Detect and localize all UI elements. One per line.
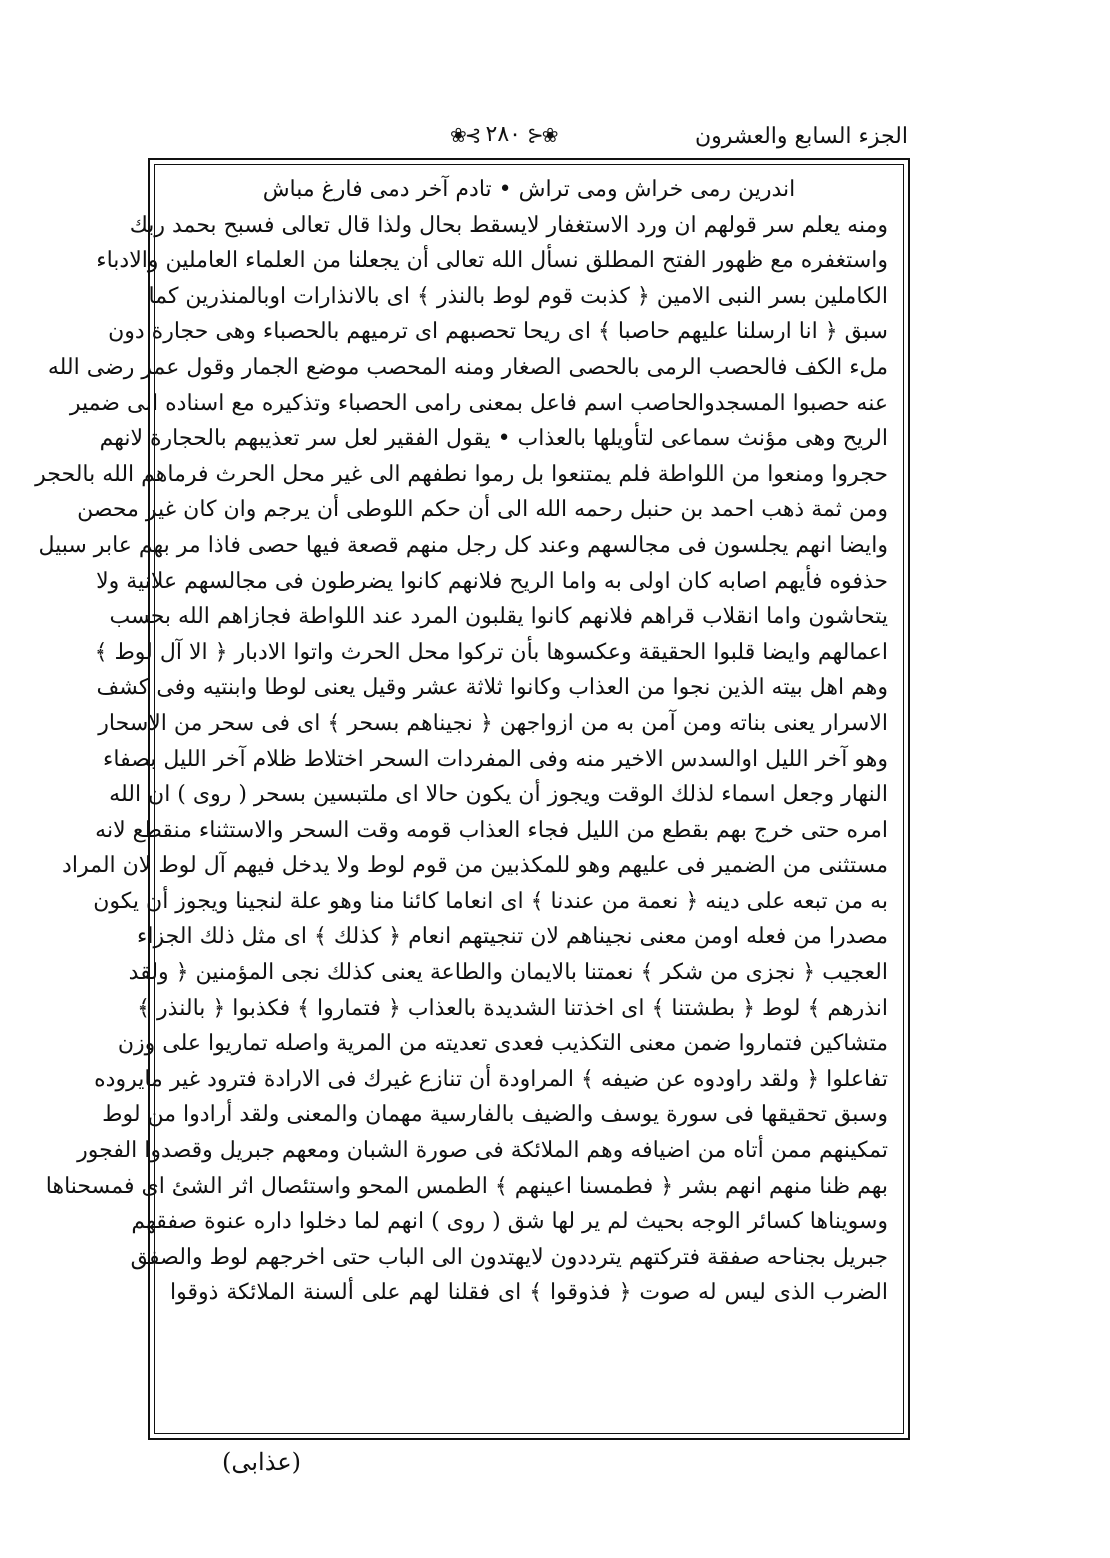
text-line: حذفوه فأيهم اصابه كان اولى به واما الريح فلانهم كانوا يضرطون فى مجالسهم علانية ولا <box>96 568 888 594</box>
ornament-right-icon: ⊱❀ <box>526 122 557 147</box>
text-line: الريح وهى مؤنث سماعى لتأويلها بالعذاب • يقول الفقير لعل سر تعذيبهم بالحجارة لانهم <box>99 426 888 452</box>
text-line: مستثنى من الضمير فى عليهم وهو للمكذبين من قوم لوط ولا يدخل فيهم آل لوط لان المراد <box>62 853 888 879</box>
text-line: جبريل بجناحه صفقة فتركتهم يترددون لايهتدون الى الباب حتى اخرجهم لوط والصفق <box>130 1244 888 1270</box>
text-line: الضرب الذى ليس له صوت ﴿ فذوقوا ﴾ اى فقلنا لهم على ألسنة الملائكة ذوقوا <box>170 1280 888 1306</box>
ornament-left-icon: ❀⊰ <box>450 122 480 147</box>
text-line: وسويناها كسائر الوجه بحيث لم ير لها شق ( روى ) انهم لما دخلوا داره عنوة صفقهم <box>131 1209 888 1235</box>
text-line: واستغفره مع ظهور الفتح المطلق نسأل الله تعالى أن يجعلنا من العلماء العاملين والادباء <box>96 248 888 274</box>
text-line: وهو آخر الليل اوالسدس الاخير منه وفى المفردات السحر اختلاط ظلام آخر الليل بصفاء <box>103 746 888 772</box>
text-line: يتحاشون واما انقلاب قراهم فلانهم كانوا يقلبون المرد عند اللواطة فجازاهم الله بحسب <box>109 604 888 630</box>
text-line: مصدرا من فعله اومن معنى نجيناهم لان تنجيتهم انعام ﴿ كذلك ﴾ اى مثل ذلك الجزاء <box>137 924 888 950</box>
text-line: سبق ﴿ انا ارسلنا عليهم حاصبا ﴾ اى ريحا تحصبهم اى ترميهم بالحصباء وهى حجارة دون <box>108 319 888 345</box>
text-line: وايضا انهم يجلسون فى مجالسهم وعند كل رجل منهم قصعة فيها حصى فاذا مر بهم عابر سبيل <box>38 532 888 558</box>
text-line: النهار وجعل اسماء لذلك الوقت ويجوز أن يكون حالا اى ملتبسين بسحر ( روى ) ان الله <box>109 782 888 808</box>
text-line: امره حتى خرج بهم بقطع من الليل فجاء العذاب قومه وقت السحر والاستثناء منقطع لانه <box>95 817 888 843</box>
text-line <box>170 1311 888 1347</box>
text-line: به من تبعه على دينه ﴿ نعمة من عندنا ﴾ اى انعاما كائنا منا وهو علة لنجينا ويجوز أن يكون <box>93 888 888 914</box>
text-line: الكاملين بسر النبى الامين ﴿ كذبت قوم لوط بالنذر ﴾ اى بالانذارات اوبالمنذرين كما <box>148 283 888 309</box>
text-line: حجروا ومنعوا من اللواطة فلم يمتنعوا بل رموا نطفهم الى غير محل الحرث فرماهم الله بالحجر <box>35 461 888 487</box>
text-line: عنه حصبوا المسجدوالحاصب اسم فاعل بمعنى رامى الحصباء وتذكيره مع اسناده الى ضمير <box>69 390 888 416</box>
text-line: تفاعلوا ﴿ ولقد راودوه عن ضيفه ﴾ المراودة أن تنازع غيرك فى الارادة فترود غير مايروده <box>94 1066 888 1092</box>
text-line: انذرهم ﴾ لوط ﴿ بطشتنا ﴾ اى اخذتنا الشديدة بالعذاب ﴿ فتماروا ﴾ فكذبوا ﴿ بالنذر ﴾ <box>137 995 888 1021</box>
page-header <box>160 118 908 158</box>
text-line: وسبق تحقيقها فى سورة يوسف والضيف بالفارسية مهمان والمعنى ولقد أرادوا من لوط <box>102 1102 888 1128</box>
text-line: وهم اهل بيته الذين نجوا من العذاب وكانوا ثلاثة عشر وقيل يعنى لوطا وابنتيه وفى كشف <box>96 675 888 701</box>
main-text <box>35 172 888 1453</box>
text-line: ومن ثمة ذهب احمد بن حنبل رحمه الله الى أن حكم اللوطى أن يرجم وان كان غير محصن <box>77 497 888 523</box>
page-number-group <box>450 122 556 147</box>
text-line: ومنه يعلم سر قولهم ان ورد الاستغفار لايسقط بحال ولذا قال تعالى فسبح بحمد ربك <box>129 212 888 238</box>
text-line: متشاكين فتماروا ضمن معنى التكذيب فعدى تعديته من المرية واصله تماريوا على وزن <box>117 1031 888 1057</box>
page-number: ٢٨٠ <box>485 122 521 147</box>
catchword: (عذابى) <box>222 1448 301 1476</box>
text-line: العجيب ﴿ نجزى من شكر ﴾ نعمتنا بالايمان والطاعة يعنى كذلك نجى المؤمنين ﴿ ولقد <box>128 960 888 986</box>
verse-line: اندرين رمى خراش ومى تراش • تادم آخر دمى فارغ مباش <box>262 177 796 202</box>
text-line <box>170 1347 888 1383</box>
running-head: الجزء السابع والعشرون <box>694 124 908 149</box>
text-line: تمكينهم ممن أتاه من اضيافه وهم الملائكة فى صورة الشبان ومعهم جبريل وقصدوا الفجور <box>77 1138 888 1164</box>
text-line: ملء الكف فالحصب الرمى بالحصى الصغار ومنه المحصب موضع الجمار وقول عمر رضى الله <box>47 354 888 380</box>
text-line: اعمالهم وايضا قلبوا الحقيقة وعكسوها بأن تركوا محل الحرث واتوا الادبار ﴿ الا آل لوط ﴾ <box>94 639 888 665</box>
text-line: بهم ظنا منهم انهم بشر ﴿ فطمسنا اعينهم ﴾ الطمس المحو واستئصال اثر الشئ اى فمسحناها <box>45 1173 888 1199</box>
text-line: الاسرار يعنى بناته ومن آمن به من ازواجهن ﴿ نجيناهم بسحر ﴾ اى فى سحر من الاسحار <box>98 710 888 736</box>
text-line <box>170 1382 888 1418</box>
text-frame <box>35 158 910 1440</box>
